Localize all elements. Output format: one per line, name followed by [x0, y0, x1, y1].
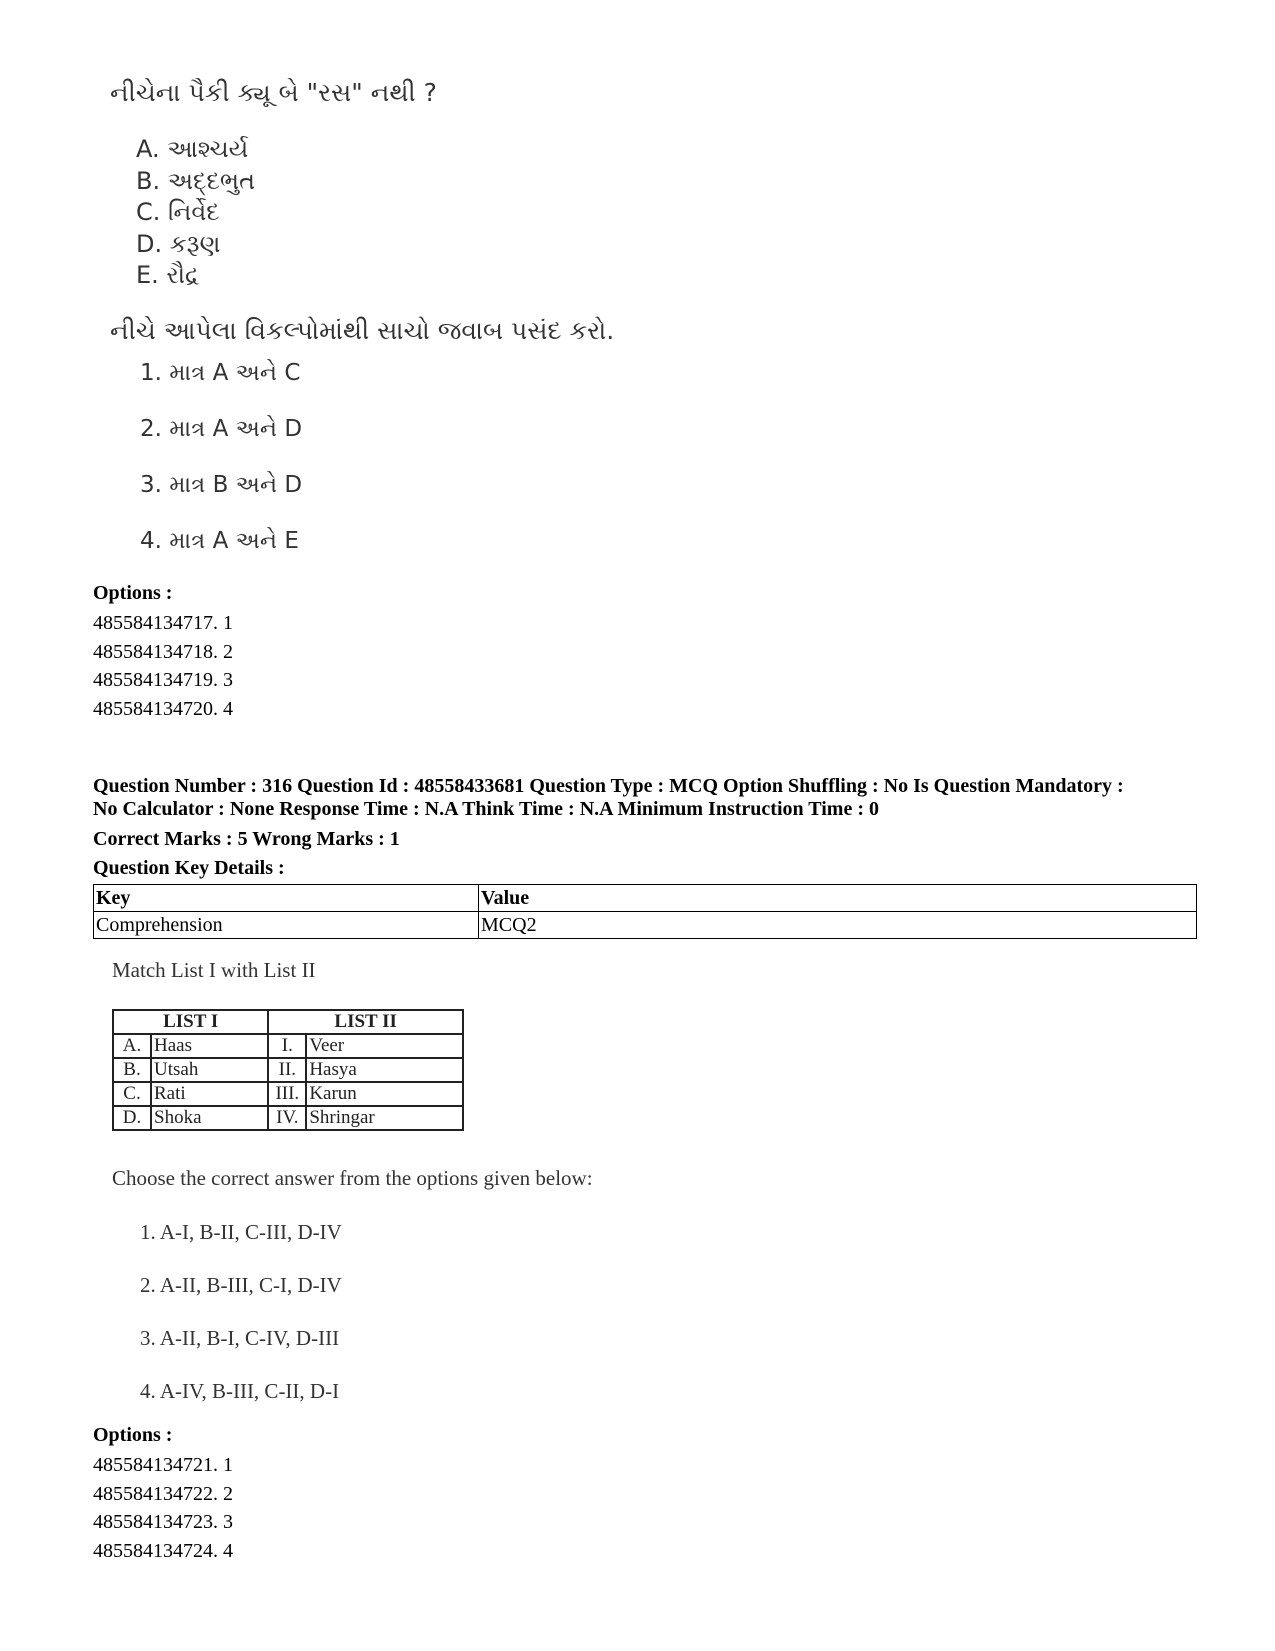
- key-details-heading: Question Key Details :: [93, 857, 285, 879]
- list-two-numeral: I.: [268, 1034, 306, 1058]
- list-two-item: Shringar: [306, 1106, 463, 1130]
- options-heading: Options :: [93, 1424, 173, 1446]
- answer-choice: 1. માત્ર A અને C: [140, 360, 301, 386]
- table-header-row: [94, 885, 1197, 912]
- table-cell: Comprehension: [94, 912, 479, 939]
- question-statement-list: [136, 134, 255, 292]
- statement-item: C. નિર્વેદ: [136, 198, 220, 226]
- match-lists-table: [112, 1009, 464, 1131]
- statement-item: B. અદ્દભુત: [136, 166, 255, 195]
- question-instruction: નીચે આપેલા વિકલ્પોમાંથી સાચો જવાબ પસંદ કરો.: [110, 316, 615, 345]
- list-one-letter: C.: [113, 1082, 151, 1106]
- list-one-letter: B.: [113, 1058, 151, 1082]
- answer-choice: 2. A-II, B-III, C-I, D-IV: [140, 1273, 342, 1297]
- list-one-header: LIST I: [113, 1010, 268, 1034]
- option-item: 485584134723. 3: [93, 1511, 233, 1533]
- options-list: [93, 1451, 233, 1565]
- table-row: [113, 1058, 463, 1082]
- question-metadata: [93, 775, 1193, 821]
- table-row: [113, 1082, 463, 1106]
- key-details-table: [93, 884, 1197, 939]
- list-two-numeral: III.: [268, 1082, 306, 1106]
- metadata-line: No Calculator : None Response Time : N.A Think Time : N.A Minimum Instruction Time : 0: [93, 798, 879, 820]
- list-one-item: Haas: [151, 1034, 268, 1058]
- options-heading: Options :: [93, 582, 173, 604]
- list-one-item: Utsah: [151, 1058, 268, 1082]
- option-item: 485584134722. 2: [93, 1482, 233, 1505]
- metadata-line: Question Number : 316 Question Id : 48558433681 Question Type : MCQ Option Shuffling : No Is Question Mandatory :: [93, 775, 1124, 797]
- list-two-item: Veer: [306, 1034, 463, 1058]
- list-one-letter: A.: [113, 1034, 151, 1058]
- statement-item: D. કરૂણ: [136, 229, 221, 258]
- statement-item: E. રૌદ્ર: [136, 261, 200, 289]
- answer-choice: 2. માત્ર A અને D: [140, 416, 303, 442]
- table-header-cell: Key: [94, 885, 479, 912]
- answer-choice: 3. માત્ર B અને D: [140, 472, 303, 498]
- question-instruction: Choose the correct answer from the options given below:: [112, 1166, 593, 1190]
- question-title: નીચેના પૈકી ક્યૂ બે "રસ" નથી ?: [110, 78, 437, 107]
- list-two-header: LIST II: [268, 1010, 463, 1034]
- option-item: 485584134718. 2: [93, 640, 233, 663]
- list-two-item: Hasya: [306, 1058, 463, 1082]
- option-item: 485584134724. 4: [93, 1539, 233, 1562]
- answer-choice: 4. A-IV, B-III, C-II, D-I: [140, 1379, 340, 1403]
- option-item: 485584134719. 3: [93, 669, 233, 691]
- answer-choice: 1. A-I, B-II, C-III, D-IV: [140, 1220, 342, 1244]
- statement-item: A. આશ્ચર્ય: [136, 135, 249, 163]
- list-one-letter: D.: [113, 1106, 151, 1130]
- list-two-numeral: IV.: [268, 1106, 306, 1130]
- table-row: [94, 912, 1197, 939]
- table-row: [113, 1034, 463, 1058]
- list-two-item: Karun: [306, 1082, 463, 1106]
- list-two-numeral: II.: [268, 1058, 306, 1082]
- table-row: [113, 1106, 463, 1130]
- answer-choice: 4. માત્ર A અને E: [140, 528, 299, 554]
- table-cell: MCQ2: [479, 912, 1197, 939]
- option-item: 485584134717. 1: [93, 612, 233, 634]
- table-header-cell: Value: [479, 885, 1197, 912]
- table-header-row: [113, 1010, 463, 1034]
- options-list: [93, 609, 233, 723]
- option-item: 485584134720. 4: [93, 697, 233, 720]
- option-item: 485584134721. 1: [93, 1454, 233, 1476]
- list-one-item: Shoka: [151, 1106, 268, 1130]
- marks-line: Correct Marks : 5 Wrong Marks : 1: [93, 828, 400, 850]
- list-one-item: Rati: [151, 1082, 268, 1106]
- question-title: Match List I with List II: [112, 958, 316, 982]
- answer-choice: 3. A-II, B-I, C-IV, D-III: [140, 1326, 340, 1350]
